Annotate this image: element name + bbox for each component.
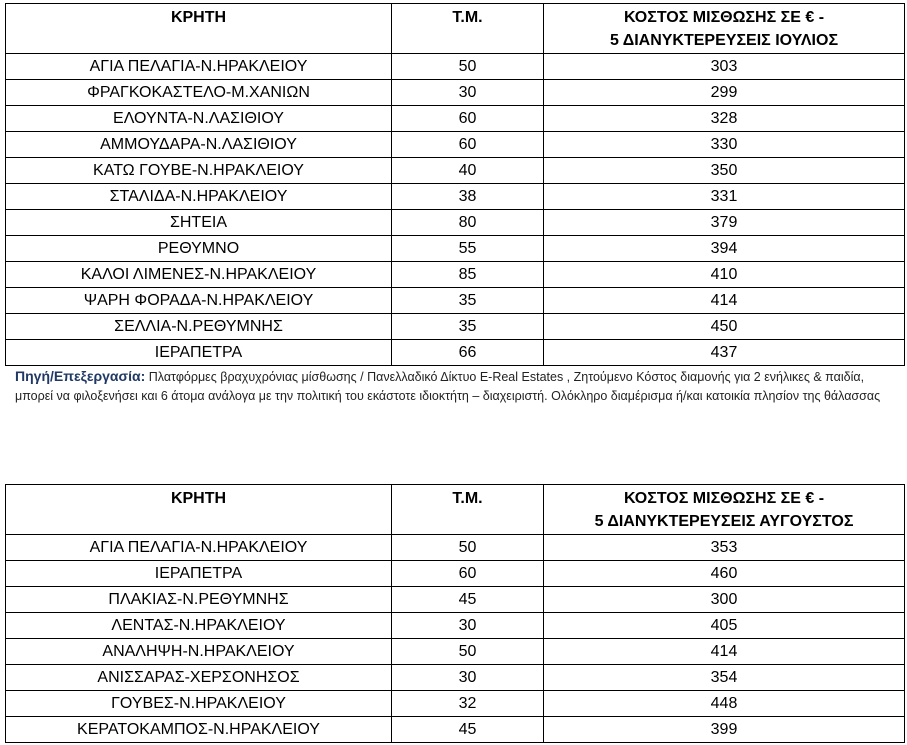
table-row <box>6 184 905 210</box>
july-rental-cost-table <box>5 3 905 366</box>
cost-header-line2: 5 ΔΙΑΝΥΚΤΕΡΕΥΣΕΙΣ ΑΥΓΟΥΣΤΟΣ <box>594 513 854 530</box>
table-row <box>6 314 905 340</box>
cost-cell: 405 <box>544 613 905 639</box>
cost-cell: 303 <box>544 54 905 80</box>
sqm-cell: 50 <box>392 535 544 561</box>
table-row <box>6 54 905 80</box>
location-cell: ΕΛΟΥΝΤΑ-Ν.ΛΑΣΙΘΙΟΥ <box>6 106 392 132</box>
table-row <box>6 717 905 743</box>
location-cell: ΡΕΘΥΜΝΟ <box>6 236 392 262</box>
cost-cell: 448 <box>544 691 905 717</box>
source-note-label: Πηγή/Επεξεργασία: <box>15 368 146 384</box>
location-cell: ΑΓΙΑ ΠΕΛΑΓΙΑ-Ν.ΗΡΑΚΛΕΙΟΥ <box>6 535 392 561</box>
cost-cell: 299 <box>544 80 905 106</box>
location-cell: ΣΕΛΛΙΑ-Ν.ΡΕΘΥΜΝΗΣ <box>6 314 392 340</box>
sqm-cell: 80 <box>392 210 544 236</box>
cost-cell: 354 <box>544 665 905 691</box>
location-cell: ΑΓΙΑ ΠΕΛΑΓΙΑ-Ν.ΗΡΑΚΛΕΙΟΥ <box>6 54 392 80</box>
cost-cell: 414 <box>544 639 905 665</box>
sqm-cell: 55 <box>392 236 544 262</box>
sqm-cell: 32 <box>392 691 544 717</box>
sqm-column-header: Τ.Μ. <box>392 4 544 54</box>
table-row <box>6 561 905 587</box>
sqm-cell: 50 <box>392 639 544 665</box>
sqm-cell: 30 <box>392 665 544 691</box>
region-column-header: ΚΡΗΤΗ <box>6 485 392 535</box>
table-header-row <box>6 4 905 54</box>
cost-cell: 350 <box>544 158 905 184</box>
cost-cell: 460 <box>544 561 905 587</box>
table-row <box>6 236 905 262</box>
cost-cell: 394 <box>544 236 905 262</box>
location-cell: ΚΑΛΟΙ ΛΙΜΕΝΕΣ-Ν.ΗΡΑΚΛΕΙΟΥ <box>6 262 392 288</box>
region-column-header: ΚΡΗΤΗ <box>6 4 392 54</box>
sqm-column-header: Τ.Μ. <box>392 485 544 535</box>
sqm-cell: 60 <box>392 132 544 158</box>
location-cell: ΓΟΥΒΕΣ-Ν.ΗΡΑΚΛΕΙΟΥ <box>6 691 392 717</box>
table-header-row <box>6 485 905 535</box>
sqm-cell: 50 <box>392 54 544 80</box>
cost-cell: 300 <box>544 587 905 613</box>
location-cell: ΚΑΤΩ ΓΟΥΒΕ-Ν.ΗΡΑΚΛΕΙΟΥ <box>6 158 392 184</box>
table-row <box>6 106 905 132</box>
table-row <box>6 288 905 314</box>
source-note <box>15 367 905 406</box>
table-row <box>6 613 905 639</box>
sqm-cell: 30 <box>392 613 544 639</box>
location-cell: ΙΕΡΑΠΕΤΡΑ <box>6 340 392 366</box>
sqm-cell: 45 <box>392 587 544 613</box>
location-cell: ΑΝΑΛΗΨΗ-Ν.ΗΡΑΚΛΕΙΟΥ <box>6 639 392 665</box>
location-cell: ΦΡΑΓΚΟΚΑΣΤΕΛΟ-Μ.ΧΑΝΙΩΝ <box>6 80 392 106</box>
cost-header-line1: ΚΟΣΤΟΣ ΜΙΣΘΩΣΗΣ ΣΕ € - <box>623 490 825 507</box>
cost-header-line2: 5 ΔΙΑΝΥΚΤΕΡΕΥΣΕΙΣ ΙΟΥΛΙΟΣ <box>609 32 839 49</box>
table-row <box>6 210 905 236</box>
table-row <box>6 665 905 691</box>
cost-cell: 410 <box>544 262 905 288</box>
table-row <box>6 340 905 366</box>
sqm-cell: 60 <box>392 106 544 132</box>
cost-cell: 450 <box>544 314 905 340</box>
sqm-cell: 45 <box>392 717 544 743</box>
table-row <box>6 158 905 184</box>
location-cell: ΠΛΑΚΙΑΣ-Ν.ΡΕΘΥΜΝΗΣ <box>6 587 392 613</box>
sqm-cell: 60 <box>392 561 544 587</box>
sqm-cell: 38 <box>392 184 544 210</box>
august-rental-cost-table <box>5 484 905 743</box>
location-cell: ΣΗΤΕΙΑ <box>6 210 392 236</box>
table-row <box>6 587 905 613</box>
location-cell: ΚΕΡΑΤΟΚΑΜΠΟΣ-Ν.ΗΡΑΚΛΕΙΟΥ <box>6 717 392 743</box>
cost-cell: 414 <box>544 288 905 314</box>
sqm-cell: 85 <box>392 262 544 288</box>
sqm-cell: 35 <box>392 288 544 314</box>
sqm-cell: 40 <box>392 158 544 184</box>
location-cell: ΙΕΡΑΠΕΤΡΑ <box>6 561 392 587</box>
cost-cell: 330 <box>544 132 905 158</box>
sqm-cell: 66 <box>392 340 544 366</box>
cost-column-header <box>544 485 905 535</box>
location-cell: ΛΕΝΤΑΣ-Ν.ΗΡΑΚΛΕΙΟΥ <box>6 613 392 639</box>
location-cell: ΣΤΑΛΙΔΑ-Ν.ΗΡΑΚΛΕΙΟΥ <box>6 184 392 210</box>
table-row <box>6 639 905 665</box>
sqm-cell: 35 <box>392 314 544 340</box>
location-cell: ΨΑΡΗ ΦΟΡΑΔΑ-Ν.ΗΡΑΚΛΕΙΟΥ <box>6 288 392 314</box>
cost-cell: 437 <box>544 340 905 366</box>
cost-cell: 353 <box>544 535 905 561</box>
cost-cell: 379 <box>544 210 905 236</box>
location-cell: ΑΜΜΟΥΔΑΡΑ-Ν.ΛΑΣΙΘΙΟΥ <box>6 132 392 158</box>
source-note-text: Πλατφόρμες βραχυχρόνιας μίσθωσης / Πανελλαδικό Δίκτυο E-Real Estates , Ζητούμενο Κόστος διαμονής για 2 ενήλικες & παιδία, μπορεί να φιλοξενήσει και 6 άτομα ανάλογα με την πολιτική του εκάστοτε ιδιοκτήτη – διαχειριστή. Ολόκληρο διαμέρισμα ή/και κατοικία πλησίον της θάλασσας <box>15 370 881 403</box>
table-row <box>6 691 905 717</box>
cost-cell: 328 <box>544 106 905 132</box>
table-row <box>6 262 905 288</box>
table-row <box>6 80 905 106</box>
table-row <box>6 132 905 158</box>
sqm-cell: 30 <box>392 80 544 106</box>
location-cell: ΑΝΙΣΣΑΡΑΣ-ΧΕΡΣΟΝΗΣΟΣ <box>6 665 392 691</box>
table-row <box>6 535 905 561</box>
cost-column-header <box>544 4 905 54</box>
cost-cell: 331 <box>544 184 905 210</box>
table-body <box>6 535 905 743</box>
table-body <box>6 54 905 366</box>
cost-cell: 399 <box>544 717 905 743</box>
cost-header-line1: ΚΟΣΤΟΣ ΜΙΣΘΩΣΗΣ ΣΕ € - <box>623 9 825 26</box>
